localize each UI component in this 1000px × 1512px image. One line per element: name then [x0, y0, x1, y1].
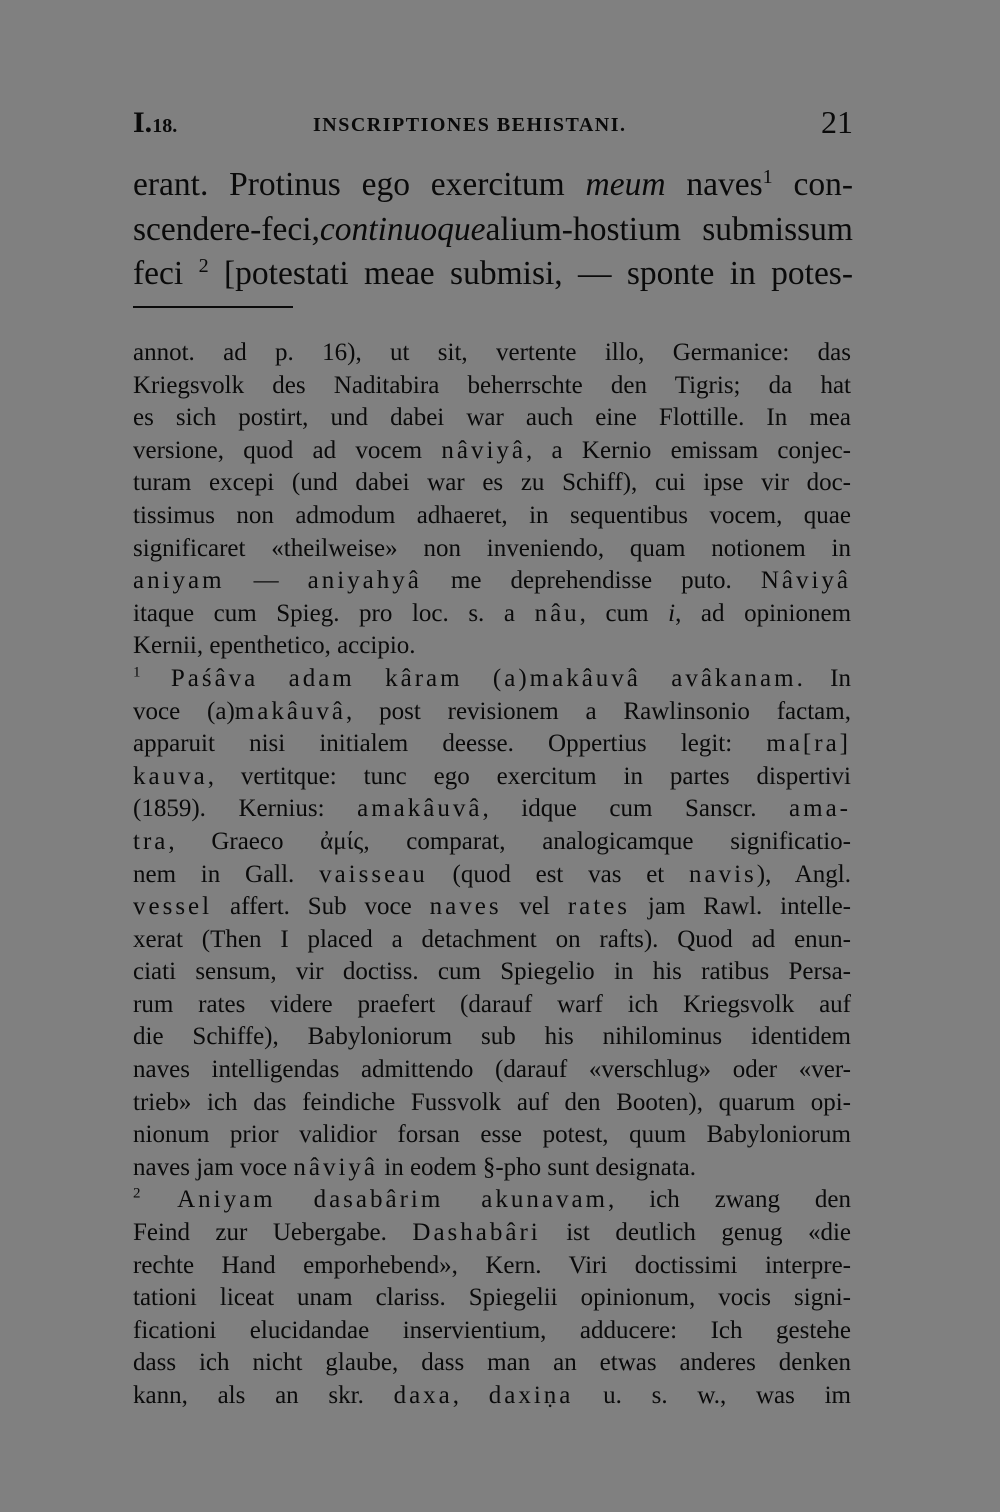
note-line: Kernii, epenthetico, accipio. — [133, 632, 416, 660]
footnote-2-line: Feind zur Uebergabe. Dashabâri ist deutlich genug «die — [133, 1219, 851, 1247]
footnote-1-line: $^1$ Paśâva adam kâram (a)makâuvâ avâkanam. In — [133, 664, 851, 692]
footnote-1-line: voce (a)makâuvâ, post revisionem a Rawlinsonio factam, — [133, 697, 851, 725]
footnote-1-line: die Schiffe), Babyloniorum sub his nihilominus identidem — [133, 1023, 851, 1051]
section-subnumber: 18. — [152, 115, 178, 137]
footnote-1-line: xerat (Then I placed a detachment on rafts). Quod ad enun- — [133, 925, 851, 953]
running-head — [133, 100, 853, 140]
footnote-2-line: $^2$ Aniyam dasabârim akunavam, ich zwang den — [133, 1186, 851, 1214]
main-line-3: feci $^2$ [potestati meae submisi, — sponte in potes- — [133, 254, 854, 292]
footnote-1-line: apparuit nisi initialem deesse. Oppertius legit: ma[ra] — [133, 730, 851, 758]
main-line-1: erant. Protinus ego exercitum meum naves$^1$ con- — [133, 165, 853, 203]
footnote-1-line: vessel affert. Sub voce naves vel rates jam Rawl. intelle- — [133, 893, 851, 921]
note-line: itaque cum Spieg. pro loc. s. a nâu, cum i, ad opinionem — [133, 599, 852, 627]
note-line: versione, quod ad vocem nâviyâ, a Kernio emissam conjec- — [133, 436, 851, 464]
footnote-1-line: naves intelligendas admittendo (darauf «verschlug» oder «ver- — [133, 1056, 851, 1084]
main-text — [133, 163, 853, 297]
footnote-1-line: nem in Gall. vaisseau (quod est vas et navis), Angl. — [133, 860, 851, 888]
footnote-separator — [133, 306, 293, 308]
footnote-2-line: kann, als an skr. daxa, daxiṇa u. s. w., was im — [133, 1382, 852, 1409]
footnote-1-line: rum rates videre praefert (darauf warf ich Kriegsvolk auf — [133, 990, 851, 1018]
note-line: significaret «theilweise» non inveniendo, quam notionem in — [133, 534, 851, 562]
footnote-2-line: tationi liceat unam clariss. Spiegelii opinionum, vocis signi- — [133, 1284, 851, 1312]
note-line: tissimus non admodum adhaeret, in sequentibus vocem, quae — [133, 501, 851, 529]
footnote-1-line: (1859). Kernius: amakâuvâ, idque cum Sanscr. ama- — [133, 795, 851, 823]
footnote-1-line: tra, Graeco ἀμίς, comparat, analogicamque significatio- — [133, 827, 851, 855]
footnote-marker-2: 2 — [133, 1186, 141, 1203]
section-marker — [133, 106, 177, 140]
footnote-2-line: ficationi elucidandae inservientium, adducere: Ich gestehe — [133, 1316, 851, 1344]
footnote-2-line: dass ich nicht glaube, dass man an etwas anderes denken — [133, 1349, 851, 1377]
note-line: annot. ad p. 16), ut sit, vertente illo, Germanice: das — [133, 339, 851, 366]
note-line: es sich postirt, und dabei war auch eine Flottille. In mea — [133, 404, 851, 432]
footnotes — [133, 337, 851, 1413]
note-line: Kriegsvolk des Naditabira beherrschte den Tigris; da hat — [133, 371, 851, 399]
note-line: aniyam — aniyahyâ me deprehendisse puto. Nâviyâ — [133, 567, 852, 595]
footnote-1-line: naves jam voce nâviyâ in eodem §-pho sunt designata. — [133, 1153, 696, 1181]
footnote-marker-1: 1 — [133, 664, 141, 681]
footnote-1-line: ciati sensum, vir doctiss. cum Spiegelio in his ratibus Persa- — [133, 958, 851, 986]
footnote-ref-2[interactable]: 2 — [198, 254, 209, 277]
running-title: INSCRIPTIONES BEHISTANI. — [313, 114, 627, 136]
footnote-2-line: rechte Hand emporhebend», Kern. Viri doctissimi interpre- — [133, 1251, 851, 1279]
footnote-ref-1[interactable]: 1 — [762, 165, 773, 188]
page-number: 21 — [821, 104, 853, 140]
note-line: turam excepi (und dabei war es zu Schiff), cui ipse vir doc- — [133, 469, 851, 497]
section-number: I. — [133, 106, 153, 139]
footnote-1-line: kauva, vertitque: tunc ego exercitum in partes dispertivi — [133, 762, 851, 790]
main-line-2: scendere-feci,continuoquealium-hostium submissum — [133, 210, 853, 248]
footnote-1-line: nionum prior validior forsan esse potest, quum Babyloniorum — [133, 1121, 851, 1149]
footnote-1-line: trieb» ich das feindiche Fussvolk auf den Booten), quarum opi- — [133, 1088, 851, 1116]
